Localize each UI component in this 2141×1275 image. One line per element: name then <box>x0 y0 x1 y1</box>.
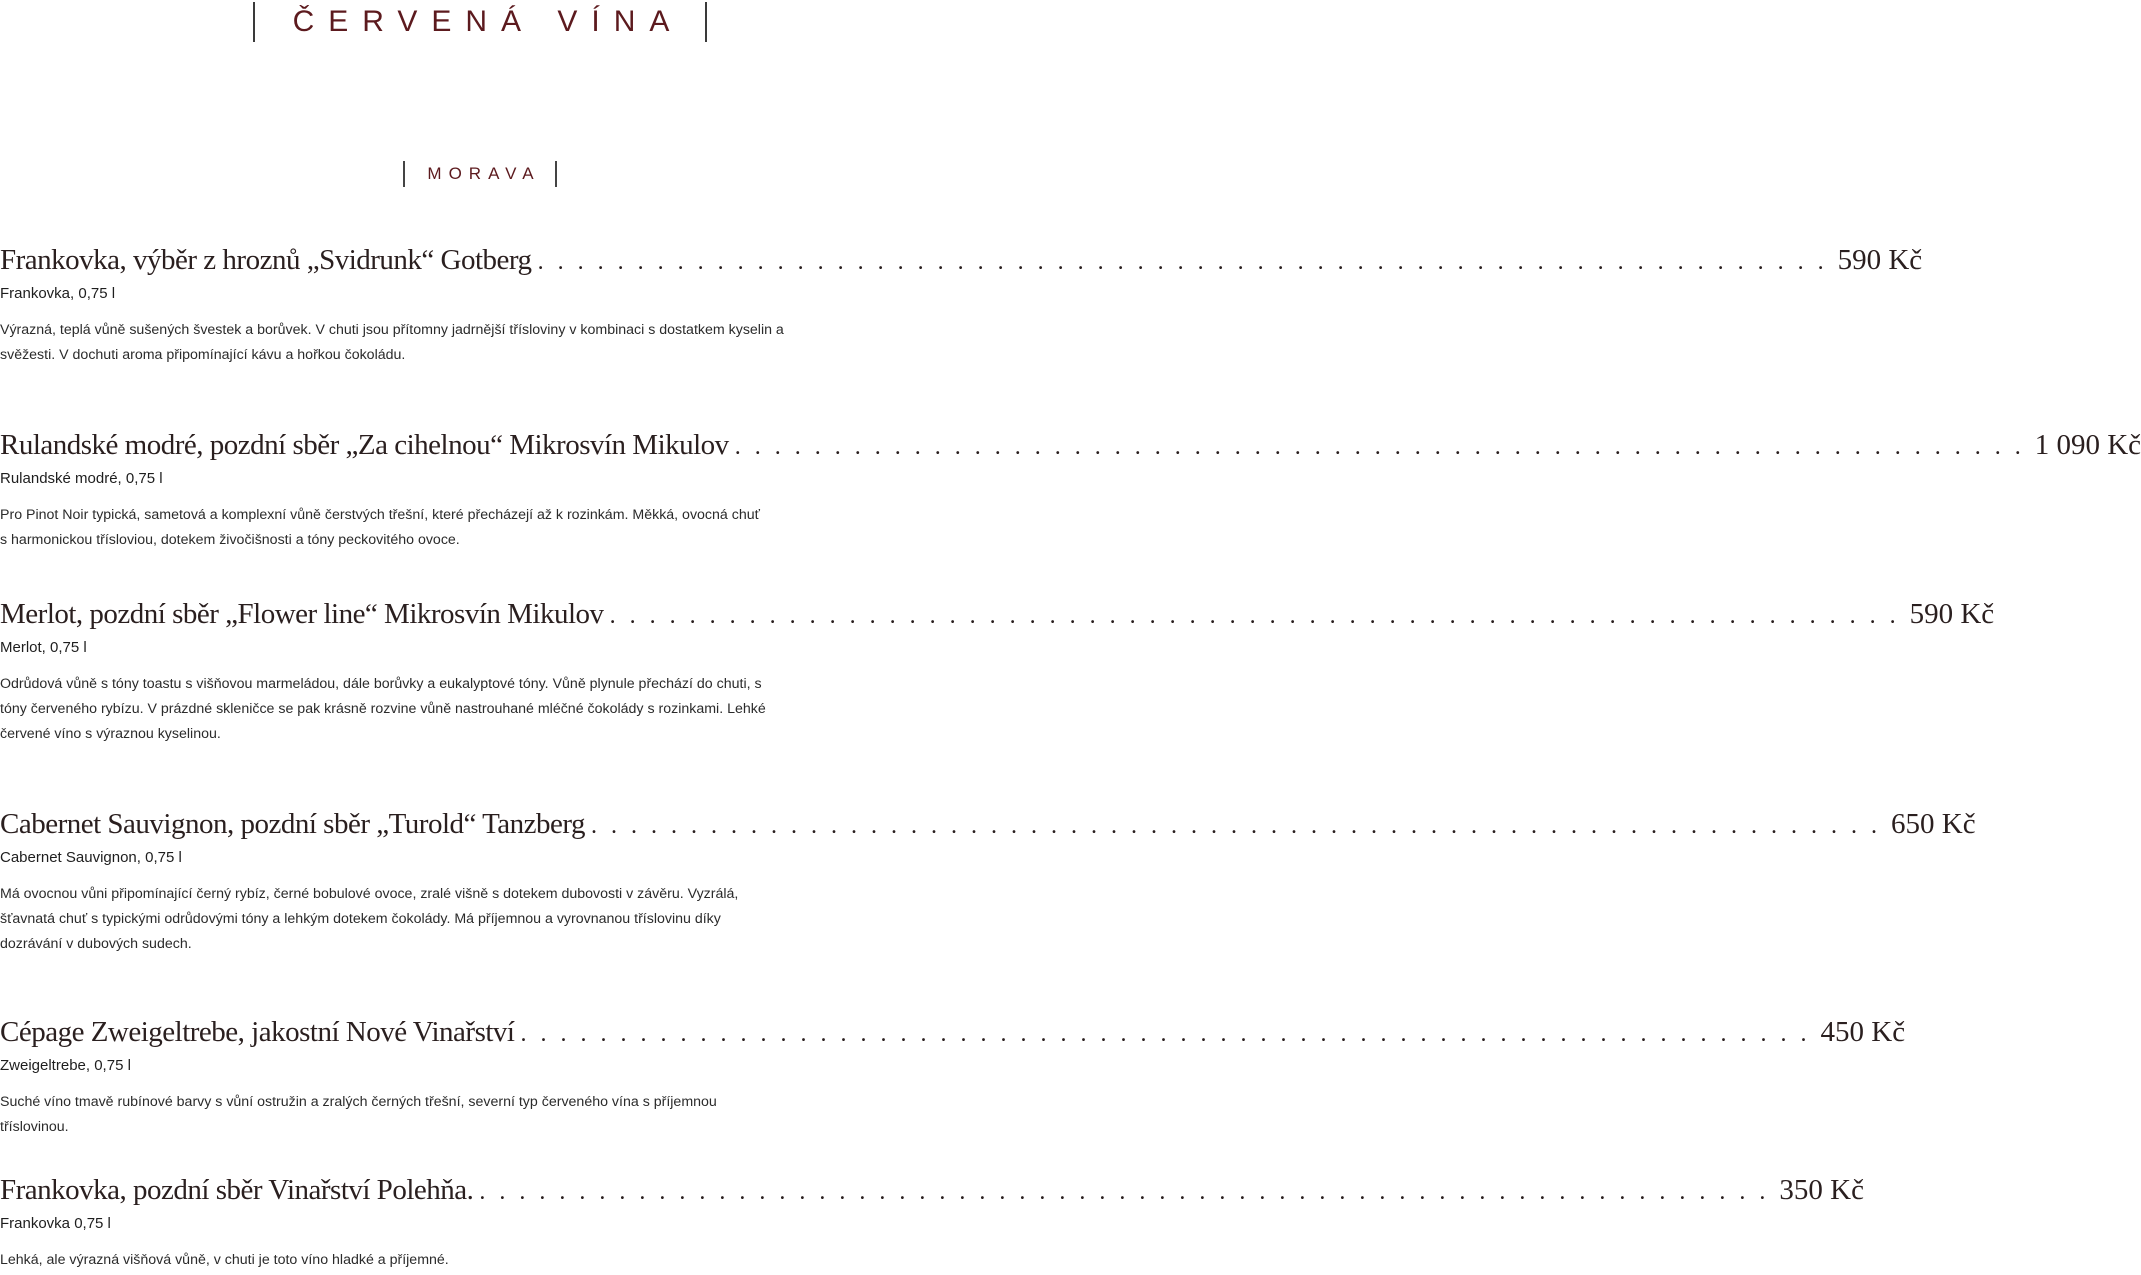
wine-description: Pro Pinot Noir typická, sametová a komplexní vůně čerstvých třešní, které přecházejí až k rozinkám. Měkká, ovocná chuť s harmonickou třísloviou, dotekem živočišnosti a tóny peckovitého ovoce. <box>0 507 760 548</box>
wine-name: Frankovka, pozdní sběr Vinařství Polehňa. <box>0 1174 474 1206</box>
page-title-text: ČERVENÁ VÍNA <box>292 5 684 38</box>
wine-price: 450 Kč <box>1820 1016 1906 1048</box>
wine-name: Merlot, pozdní sběr „Flower line“ Mikrosvín Mikulov <box>0 598 604 630</box>
wine-header <box>0 1172 1864 1210</box>
wine-item <box>0 596 1995 747</box>
wine-header <box>0 806 1976 844</box>
wine-price: 350 Kč <box>1779 1174 1864 1206</box>
dot-leader: . . . . . . . . . . . . . . . . . . . . . . . . . . . . . . . . . . . . . . . . . . . . . . . . . . . . . . . . . . . . . . . . . <box>520 1021 1811 1047</box>
wine-price: 1 090 Kč <box>2034 429 2141 461</box>
wine-name: Cabernet Sauvignon, pozdní sběr „Turold“ Tanzberg <box>0 808 586 840</box>
wine-header <box>0 1014 1906 1052</box>
wine-variety: Cabernet Sauvignon, 0,75 l <box>0 849 182 866</box>
wine-description: Má ovocnou vůni připomínající černý rybíz, černé bobulové ovoce, zralé višně s dotekem dubovosti v závěru. Vyzrálá, šťavnatá chuť s typickými odrůdovými tóny a lehkým dotekem čokolády. Má příjemnou a vyrovnanou tříslovinu díky dozrávání v dubových sudech. <box>0 886 739 952</box>
wine-header <box>0 242 1923 280</box>
wine-variety: Merlot, 0,75 l <box>0 639 87 656</box>
wine-variety: Rulandské modré, 0,75 l <box>0 470 163 487</box>
wine-description: Lehká, ale výrazná višňová vůně, v chuti je toto víno hladké a příjemné. <box>0 1252 449 1268</box>
wine-name: Rulandské modré, pozdní sběr „Za cihelnou“ Mikrosvín Mikulov <box>0 429 729 461</box>
dot-leader: . . . . . . . . . . . . . . . . . . . . . . . . . . . . . . . . . . . . . . . . . . . . . . . . . . . . . . . . . . . . . . . . . <box>609 603 1900 629</box>
region-heading <box>0 160 960 188</box>
wine-price: 590 Kč <box>1909 598 1995 630</box>
region-divider-right <box>555 161 557 187</box>
wine-header <box>0 427 2141 465</box>
wine-description: Suché víno tmavě rubínové barvy s vůní ostružin a zralých černých třešní, severní typ červeného vína s příjemnou tříslovinou. <box>0 1094 717 1135</box>
title-divider-right <box>705 2 707 42</box>
wine-item <box>0 1014 1906 1140</box>
wine-price: 650 Kč <box>1891 808 1976 840</box>
wine-variety: Frankovka, 0,75 l <box>0 285 116 302</box>
wine-description: Odrůdová vůně s tóny toastu s višňovou marmeládou, dále borůvky a eukalyptové tóny. Vůně plynule přechází do chuti, s tóny červeného rybízu. V prázdné skleničce se pak krásně rozvine vůně nastrouhané mléčné čokolády s rozinkami. Lehké červené víno s výraznou kyselinou. <box>0 676 766 742</box>
wine-header <box>0 596 1995 634</box>
region-heading-text: MORAVA <box>427 164 541 183</box>
dot-leader: . . . . . . . . . . . . . . . . . . . . . . . . . . . . . . . . . . . . . . . . . . . . . . . . . . . . . . . . . . . . . . . . . <box>591 813 1882 839</box>
wine-item <box>0 1172 1864 1273</box>
wine-variety: Frankovka 0,75 l <box>0 1215 111 1232</box>
wine-name: Cépage Zweigeltrebe, jakostní Nové Vinařství <box>0 1016 515 1048</box>
dot-leader: . . . . . . . . . . . . . . . . . . . . . . . . . . . . . . . . . . . . . . . . . . . . . . . . . . . . . . . . . . . . . . . . . <box>537 249 1828 275</box>
wine-item <box>0 427 2141 553</box>
wine-description: Výrazná, teplá vůně sušených švestek a borůvek. V chuti jsou přítomny jadrnější třísloviny v kombinaci s dostatkem kyselin a svěžesti. V dochuti aroma připomínající kávu a hořkou čokoládu. <box>0 322 784 363</box>
wine-item <box>0 806 1976 957</box>
wine-price: 590 Kč <box>1837 244 1923 276</box>
dot-leader: . . . . . . . . . . . . . . . . . . . . . . . . . . . . . . . . . . . . . . . . . . . . . . . . . . . . . . . . . . . . . . . . . <box>479 1179 1770 1205</box>
title-divider-left <box>253 2 255 42</box>
dot-leader: . . . . . . . . . . . . . . . . . . . . . . . . . . . . . . . . . . . . . . . . . . . . . . . . . . . . . . . . . . . . . . . . . <box>734 434 2025 460</box>
region-divider-left <box>403 161 405 187</box>
wine-item <box>0 242 1923 368</box>
wine-name: Frankovka, výběr z hroznů „Svidrunk“ Gotberg <box>0 244 532 276</box>
wine-variety: Zweigeltrebe, 0,75 l <box>0 1057 131 1074</box>
page-title <box>0 0 960 44</box>
